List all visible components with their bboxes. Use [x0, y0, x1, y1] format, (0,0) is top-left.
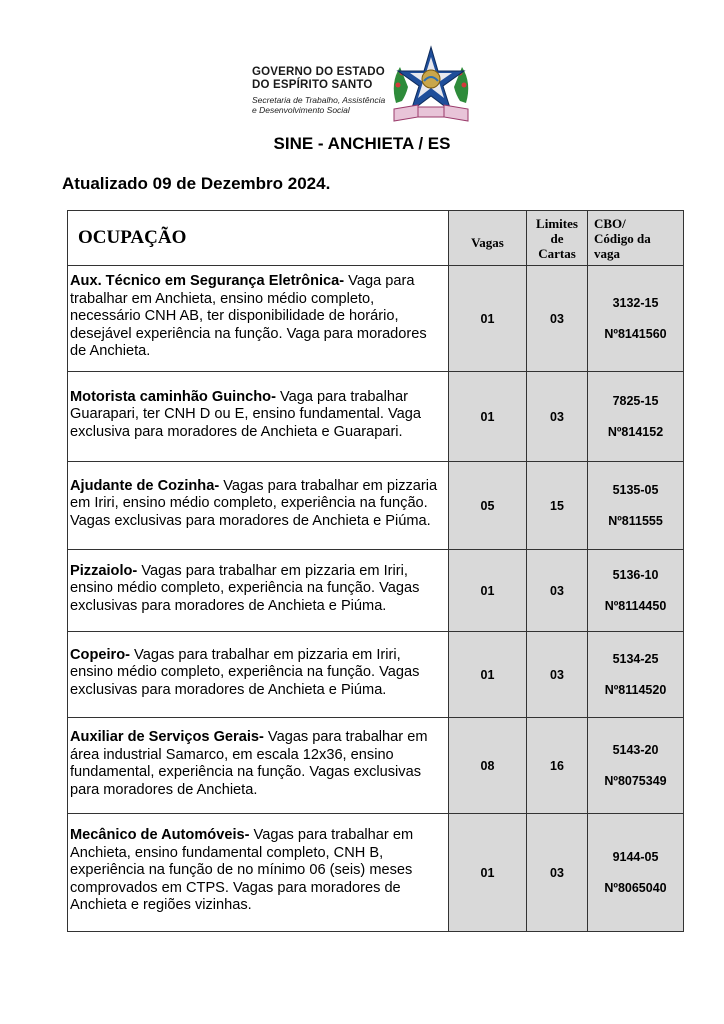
job-description — [68, 462, 449, 550]
vaga-code: Nº814152 — [607, 424, 664, 439]
limite-value: 03 — [527, 372, 588, 462]
job-title: Pizzaiolo- — [70, 562, 138, 579]
job-description — [68, 632, 449, 718]
header-cbo-line3: vaga — [594, 245, 620, 261]
header-ocupacao: OCUPAÇÃO — [68, 211, 449, 266]
vagas-value: 01 — [449, 814, 527, 932]
limite-value: 03 — [527, 814, 588, 932]
header-cbo-line2: Código da — [594, 230, 651, 246]
table-header-row — [68, 211, 684, 266]
vaga-code: Nº8065040 — [604, 880, 667, 895]
limite-value: 16 — [527, 718, 588, 814]
job-details: Vaga para trabalhar Guarapari, ter CNH D ou E, ensino fundamental. Vaga exclusiva para moradores de Anchieta e Guarapari. — [70, 388, 421, 440]
job-title: Motorista caminhão Guincho- — [70, 388, 276, 405]
update-date: Atualizado 09 de Dezembro 2024. — [62, 174, 331, 193]
header-limites — [527, 211, 588, 266]
limite-value: 15 — [527, 462, 588, 550]
cbo-cell — [588, 462, 684, 550]
job-description — [68, 718, 449, 814]
vagas-value: 01 — [449, 632, 527, 718]
cbo-cell — [588, 632, 684, 718]
page-header — [0, 38, 724, 128]
gov-name-line2: DO ESPÍRITO SANTO — [252, 79, 373, 91]
vagas-value: 01 — [449, 550, 527, 632]
cbo-code: 7825-15 — [612, 393, 659, 408]
cbo-code: 5135-05 — [612, 482, 659, 497]
cbo-cell — [588, 266, 684, 372]
job-description — [68, 550, 449, 632]
job-description — [68, 372, 449, 462]
cbo-cell — [588, 814, 684, 932]
gov-name-line1: GOVERNO DO ESTADO — [252, 66, 385, 78]
cbo-cell — [588, 718, 684, 814]
limite-value: 03 — [527, 266, 588, 372]
vagas-value: 01 — [449, 372, 527, 462]
job-title: Ajudante de Cozinha- — [70, 477, 220, 494]
job-details: Vagas para trabalhar em pizzaria em Iriri, ensino médio completo, experiência na função. Vagas exclusivas para moradores de Anchieta e Piúma. — [70, 562, 420, 614]
limite-value: 03 — [527, 550, 588, 632]
vagas-value: 01 — [449, 266, 527, 372]
cbo-code: 9144-05 — [612, 849, 659, 864]
header-cbo-line1: CBO/ — [594, 215, 626, 231]
job-title: Copeiro- — [70, 646, 130, 663]
page-title: SINE - ANCHIETA / ES — [273, 134, 451, 153]
header-vagas: Vagas — [449, 211, 527, 266]
cbo-cell — [588, 372, 684, 462]
table-row — [68, 372, 684, 462]
vagas-value: 05 — [449, 462, 527, 550]
header-limites-line3: Cartas — [538, 245, 576, 261]
secretariat-line1: Secretaria de Trabalho, Assistência — [252, 95, 386, 105]
cbo-cell — [588, 550, 684, 632]
vaga-code: Nº8075349 — [604, 773, 667, 788]
job-details: Vaga para trabalhar em Anchieta, ensino médio completo, necessário CNH AB, ter disponibilidade de horário, desejável experiência na função. Vaga para moradores de Anchieta. — [70, 273, 427, 360]
job-details: Vagas para trabalhar em Anchieta, ensino fundamental completo, CNH B, experiência na função de no mínimo 06 (seis) meses comprovados em CTPS. Vagas para moradores de Anchieta e regiões vizinhas. — [70, 827, 414, 914]
job-details: Vagas para trabalhar em pizzaria em Iriri, ensino médio completo, experiência na função. Vagas exclusivas para moradores de Anchieta e Piúma. — [70, 477, 438, 529]
secretariat-line2: e Desenvolvimento Social — [252, 105, 350, 115]
table-row — [68, 266, 684, 372]
job-details: Vagas para trabalhar em área industrial Samarco, em escala 12x36, ensino fundamental, experiência na função. Vagas exclusivas para moradores de Anchieta. — [70, 729, 428, 798]
job-details: Vagas para trabalhar em pizzaria em Iriri, ensino médio completo, experiência na função. Vagas exclusivas para moradores de Anchieta e Piúma. — [70, 646, 420, 698]
table-row — [68, 550, 684, 632]
cbo-code: 5136-10 — [612, 567, 659, 582]
job-title: Aux. Técnico em Segurança Eletrônica- — [70, 273, 345, 290]
vaga-code: Nº8114520 — [604, 682, 667, 697]
job-description — [68, 266, 449, 372]
vaga-code: Nº811555 — [608, 513, 663, 528]
job-title: Mecânico de Automóveis- — [70, 827, 250, 844]
table-row — [68, 814, 684, 932]
job-description — [68, 814, 449, 932]
header-limites-line2: de — [550, 230, 564, 246]
state-coat-of-arms-icon — [388, 43, 474, 125]
limite-value: 03 — [527, 632, 588, 718]
vaga-code: Nº8114450 — [604, 598, 667, 613]
cbo-code: 3132-15 — [612, 295, 659, 310]
header-limites-line1: Limites — [536, 215, 578, 231]
table-row — [68, 718, 684, 814]
table-row — [68, 462, 684, 550]
job-title: Auxiliar de Serviços Gerais- — [70, 729, 264, 745]
cbo-code: 5134-25 — [612, 651, 659, 666]
header-cbo — [588, 211, 684, 266]
cbo-code: 5143-20 — [612, 742, 659, 757]
table-row — [68, 632, 684, 718]
vaga-code: Nº8141560 — [604, 326, 667, 341]
job-vacancies-table — [67, 210, 684, 932]
vagas-value: 08 — [449, 718, 527, 814]
